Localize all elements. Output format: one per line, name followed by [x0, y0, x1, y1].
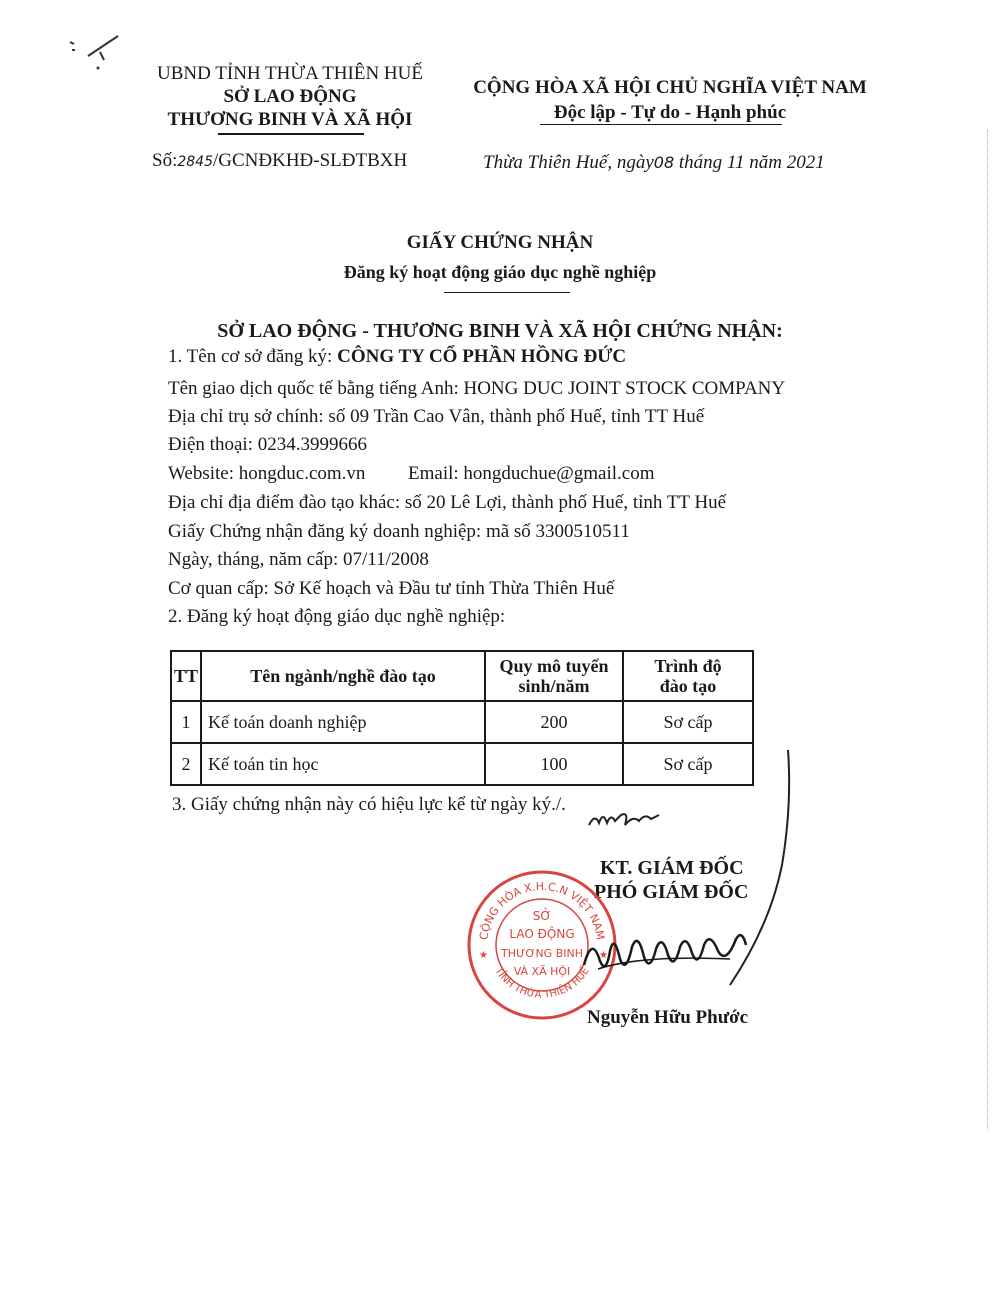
- website: Website: hongduc.com.vn: [168, 463, 366, 484]
- motto: Độc lập - Tự do - Hạnh phúc: [553, 102, 787, 123]
- phone-number: Điện thoại: 0234.3999666: [168, 434, 367, 455]
- row-level: Sơ cấp: [623, 743, 753, 785]
- email: Email: hongduchue@gmail.com: [408, 463, 655, 484]
- stamp-center-4: VÀ XÃ HỘI: [513, 965, 571, 978]
- row-training-name: Kế toán doanh nghiệp: [201, 701, 485, 743]
- stamp-outer-text: CỘNG HÒA X.H.C.N VIỆT NAM: [477, 879, 607, 941]
- header-left-underline: [218, 133, 364, 135]
- signature-title-1: KT. GIÁM ĐỐC: [600, 857, 744, 879]
- department-name: SỞ LAO ĐỘNG: [223, 86, 357, 107]
- stamp-center-1: SỞ: [532, 909, 552, 923]
- certifies-heading: SỞ LAO ĐỘNG - THƯƠNG BINH VÀ XÃ HỘI CHỨNG NHẬN:: [217, 320, 783, 342]
- row-scale: 200: [485, 701, 623, 743]
- country-name: CỘNG HÒA XÃ HỘI CHỦ NGHĨA VIỆT NAM: [473, 77, 867, 98]
- issue-place-date: Thừa Thiên Huế, ngày08 tháng 11 năm 2021: [483, 152, 825, 173]
- header-right: [440, 75, 900, 125]
- document-title: GIẤY CHỨNG NHẬN: [406, 232, 594, 253]
- row-training-name: Kế toán tin học: [201, 743, 485, 785]
- scan-edge: [983, 130, 988, 1130]
- svg-text:★: ★: [599, 950, 608, 961]
- registration-table: [170, 650, 754, 786]
- signer-name: Nguyễn Hữu Phước: [587, 1007, 749, 1028]
- table-row: [171, 701, 753, 743]
- head-office-address: Địa chỉ trụ sở chính: số 09 Trần Cao Vân, thành phố Huế, tỉnh TT Huế: [168, 406, 705, 427]
- stamp-bottom-text: TỈNH THỪA THIÊN HUẾ: [492, 965, 592, 1001]
- initials-signature-icon: [585, 805, 665, 835]
- row-level: Sơ cấp: [623, 701, 753, 743]
- handwritten-signature-icon: [580, 925, 755, 985]
- header-left: [120, 62, 460, 131]
- col-training-name: Tên ngành/nghề đào tạo: [201, 651, 485, 701]
- stamp-center-2: LAO ĐỘNG: [509, 927, 575, 941]
- col-level: Trình độ đào tạo: [623, 651, 753, 701]
- international-name: Tên giao dịch quốc tế bằng tiếng Anh: HONG DUC JOINT STOCK COMPANY: [168, 378, 786, 399]
- col-tt: TT: [171, 651, 201, 701]
- validity-clause: 3. Giấy chứng nhận này có hiệu lực kể từ ngày ký./.: [172, 794, 566, 815]
- title-underline: [444, 292, 570, 293]
- motto-underline: [540, 124, 782, 125]
- signature-title-2: PHÓ GIÁM ĐỐC: [594, 881, 749, 903]
- reference-number: Số:2845/GCNĐKHĐ-SLĐTBXH: [152, 150, 408, 171]
- issuing-authority: Cơ quan cấp: Sở Kế hoạch và Đầu tư tỉnh Thừa Thiên Huế: [168, 578, 615, 599]
- table-header-row: [171, 651, 753, 701]
- stamp-center-3: THƯƠNG BINH: [500, 947, 584, 960]
- document-subtitle: Đăng ký hoạt động giáo dục nghề nghiệp: [343, 262, 657, 282]
- issue-date: Ngày, tháng, năm cấp: 07/11/2008: [168, 549, 429, 570]
- registered-name: 1. Tên cơ sở đăng ký: CÔNG TY CỔ PHẦN HỒNG ĐỨC: [168, 346, 627, 367]
- table-row: [171, 743, 753, 785]
- row-tt: 2: [171, 743, 201, 785]
- province-committee: UBND TỈNH THỪA THIÊN HUẾ: [157, 63, 423, 84]
- business-certificate: Giấy Chứng nhận đăng ký doanh nghiệp: mã số 3300510511: [168, 521, 630, 542]
- row-tt: 1: [171, 701, 201, 743]
- col-scale: Quy mô tuyển sinh/năm: [485, 651, 623, 701]
- training-address: Địa chỉ địa điểm đào tạo khác: số 20 Lê Lợi, thành phố Huế, tỉnh TT Huế: [168, 492, 727, 513]
- svg-text:★: ★: [479, 950, 488, 961]
- department-name-2: THƯƠNG BINH VÀ XÃ HỘI: [167, 109, 413, 130]
- section-2-heading: 2. Đăng ký hoạt động giáo dục nghề nghiệp:: [168, 606, 506, 627]
- row-scale: 100: [485, 743, 623, 785]
